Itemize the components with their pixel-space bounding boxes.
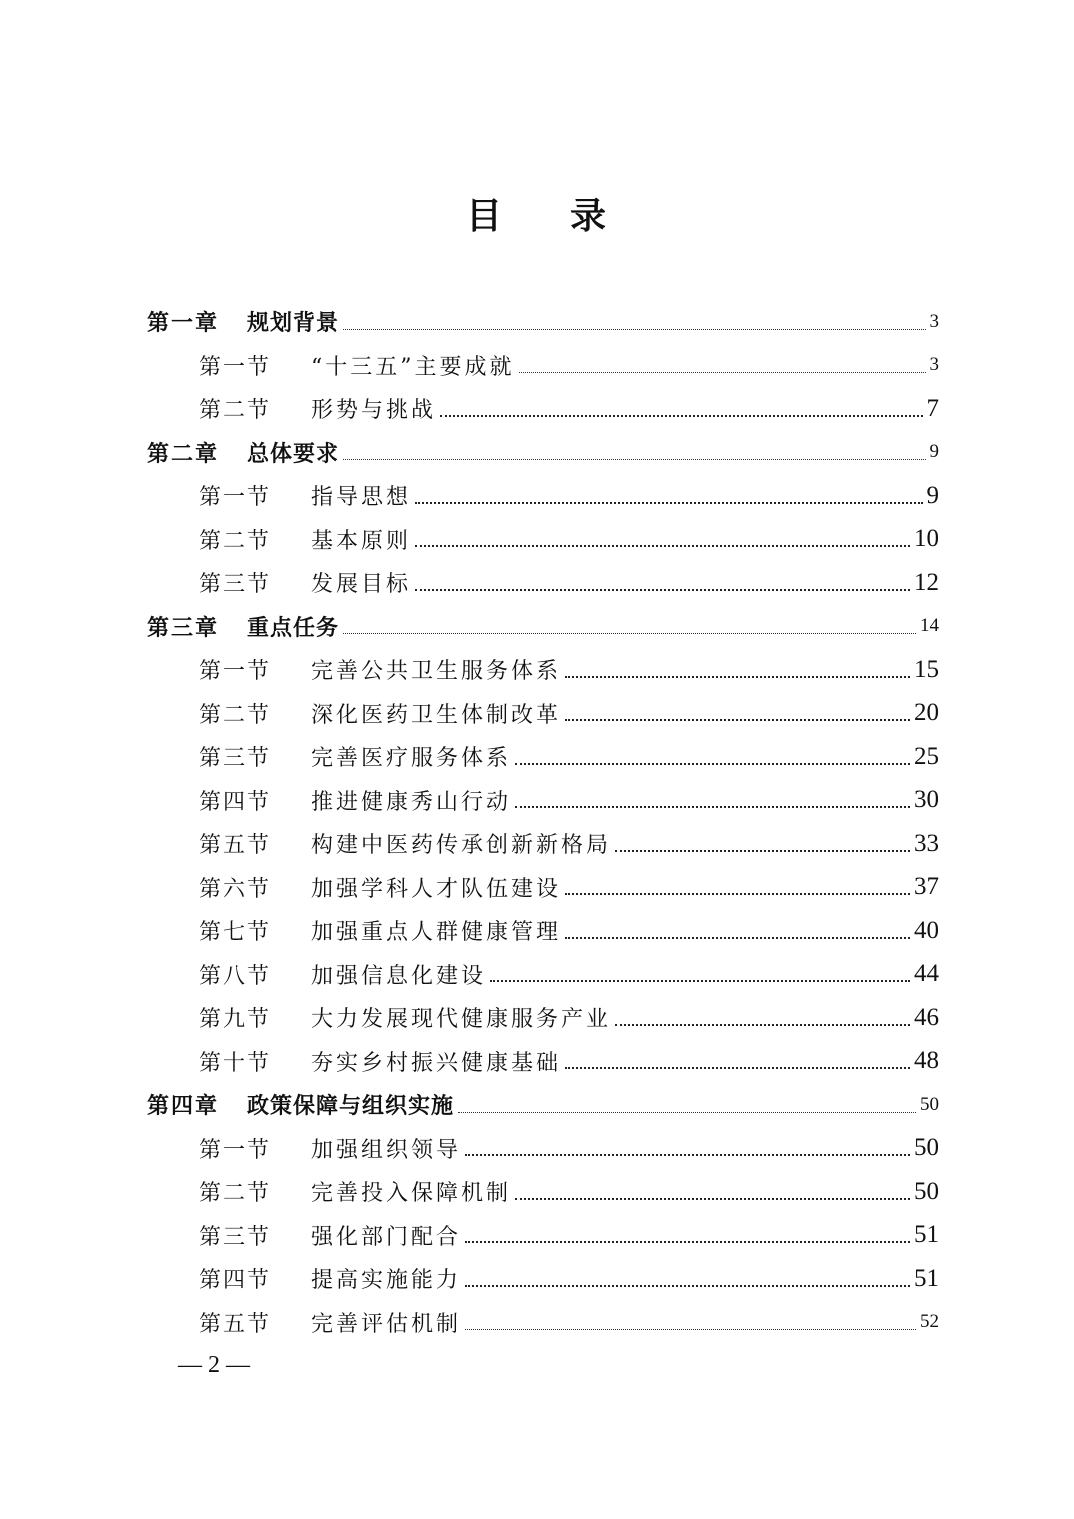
dot-leader <box>465 1231 910 1243</box>
toc-entry-page: 12 <box>914 568 939 596</box>
dot-leader <box>565 709 910 721</box>
toc-entry-page: 25 <box>914 742 939 770</box>
toc-section-entry[interactable] <box>147 518 939 562</box>
toc-entry-title: 大力发展现代健康服务产业 <box>311 1007 612 1033</box>
toc-entry-title: 深化医药卫生体制改革 <box>311 702 562 728</box>
dot-leader <box>515 1188 910 1200</box>
toc-entry-number: 第三节 <box>199 746 272 772</box>
toc-chapter-entry[interactable] <box>147 605 939 649</box>
toc-entry-number: 第二章 <box>147 441 220 467</box>
toc-entry-title: 总体要求 <box>247 441 340 467</box>
page-number: — 2 — <box>178 1352 250 1378</box>
toc-entry-number: 第四章 <box>147 1094 220 1120</box>
dot-leader <box>465 1144 910 1156</box>
toc-section-entry[interactable] <box>147 648 939 692</box>
toc-entry-title: 政策保障与组织实施 <box>247 1094 455 1120</box>
toc-entry-number: 第八节 <box>199 963 272 989</box>
toc-entry-number: 第一节 <box>199 659 272 685</box>
toc-entry-number: 第四节 <box>199 1268 272 1294</box>
toc-entry-page: 20 <box>914 699 939 727</box>
toc-entry-page: 3 <box>929 310 939 332</box>
toc-section-entry[interactable] <box>147 1127 939 1171</box>
toc-section-entry[interactable] <box>147 996 939 1040</box>
dot-leader <box>458 1102 916 1113</box>
toc-entry-number: 第二节 <box>199 702 272 728</box>
toc-entry-number: 第二节 <box>199 1181 272 1207</box>
toc-entry-page: 9 <box>929 441 939 463</box>
toc-section-entry[interactable] <box>147 344 939 388</box>
toc-entry-title: 形势与挑战 <box>311 398 437 424</box>
toc-section-entry[interactable] <box>147 953 939 997</box>
dot-leader <box>465 1319 916 1330</box>
dot-leader <box>565 666 910 678</box>
toc-entry-page: 14 <box>920 615 939 637</box>
toc-section-entry[interactable] <box>147 1301 939 1345</box>
toc-entry-page: 33 <box>914 829 939 857</box>
toc-section-entry[interactable] <box>147 692 939 736</box>
toc-section-entry[interactable] <box>147 909 939 953</box>
toc-entry-page: 10 <box>914 525 939 553</box>
dot-leader <box>343 623 916 634</box>
dot-leader <box>490 970 910 982</box>
toc-entry-page: 51 <box>914 1264 939 1292</box>
toc-section-entry[interactable] <box>147 387 939 431</box>
dot-leader <box>565 1057 910 1069</box>
toc-entry-number: 第五节 <box>199 1311 272 1337</box>
toc-chapter-entry[interactable] <box>147 300 939 344</box>
toc-entry-number: 第七节 <box>199 920 272 946</box>
title-char-1: 目 <box>465 195 504 237</box>
toc-entry-page: 50 <box>914 1177 939 1205</box>
dot-leader <box>415 492 922 504</box>
toc-entry-number: 第四节 <box>199 789 272 815</box>
table-of-contents <box>147 300 939 1344</box>
toc-entry-page: 37 <box>914 873 939 901</box>
toc-entry-page: 7 <box>926 394 939 422</box>
toc-entry-number: 第九节 <box>199 1007 272 1033</box>
dot-leader <box>415 579 910 591</box>
dot-leader <box>343 319 925 330</box>
dot-leader <box>440 405 922 417</box>
toc-entry-title: 加强信息化建设 <box>311 963 487 989</box>
toc-entry-number: 第一节 <box>199 485 272 511</box>
dot-leader <box>343 449 925 460</box>
toc-entry-title: 完善投入保障机制 <box>311 1181 512 1207</box>
toc-entry-number: 第一章 <box>147 311 220 337</box>
toc-entry-page: 15 <box>914 655 939 683</box>
toc-section-entry[interactable] <box>147 822 939 866</box>
dot-leader <box>615 1014 910 1026</box>
toc-entry-page: 46 <box>914 1003 939 1031</box>
toc-entry-page: 50 <box>920 1093 939 1115</box>
toc-entry-number: 第三节 <box>199 1224 272 1250</box>
toc-section-entry[interactable] <box>147 1170 939 1214</box>
toc-entry-number: 第五节 <box>199 833 272 859</box>
toc-entry-title: 推进健康秀山行动 <box>311 789 512 815</box>
dot-leader <box>615 840 910 852</box>
toc-entry-title: 加强组织领导 <box>311 1137 462 1163</box>
toc-entry-title: 加强重点人群健康管理 <box>311 920 562 946</box>
toc-entry-page: 44 <box>914 960 939 988</box>
toc-entry-number: 第三章 <box>147 615 220 641</box>
toc-section-entry[interactable] <box>147 1214 939 1258</box>
toc-section-entry[interactable] <box>147 474 939 518</box>
toc-entry-page: 9 <box>926 481 939 509</box>
toc-entry-page: 48 <box>914 1047 939 1075</box>
toc-entry-page: 30 <box>914 786 939 814</box>
dot-leader <box>465 1275 910 1287</box>
toc-section-entry[interactable] <box>147 735 939 779</box>
toc-chapter-entry[interactable] <box>147 1083 939 1127</box>
toc-entry-title: 规划背景 <box>247 311 340 337</box>
dot-leader <box>565 927 910 939</box>
toc-entry-page: 50 <box>914 1134 939 1162</box>
toc-entry-number: 第一节 <box>199 1137 272 1163</box>
toc-entry-title: 夯实乡村振兴健康基础 <box>311 1050 562 1076</box>
toc-entry-number: 第十节 <box>199 1050 272 1076</box>
toc-entry-title: 加强学科人才队伍建设 <box>311 876 562 902</box>
toc-section-entry[interactable] <box>147 561 939 605</box>
toc-entry-title: 完善评估机制 <box>311 1311 462 1337</box>
toc-entry-number: 第二节 <box>199 528 272 554</box>
toc-entry-title: 重点任务 <box>247 615 340 641</box>
toc-entry-title: 指导思想 <box>311 485 412 511</box>
toc-entry-title: 强化部门配合 <box>311 1224 462 1250</box>
toc-section-entry[interactable] <box>147 1257 939 1301</box>
dot-leader <box>515 796 910 808</box>
page-title <box>0 188 1074 239</box>
dot-leader <box>519 362 926 373</box>
toc-section-entry[interactable] <box>147 779 939 823</box>
dot-leader <box>515 753 910 765</box>
toc-section-entry[interactable] <box>147 866 939 910</box>
toc-entry-title: 基本原则 <box>311 528 412 554</box>
toc-entry-title: 构建中医药传承创新新格局 <box>311 833 612 859</box>
toc-entry-title: 完善公共卫生服务体系 <box>311 659 562 685</box>
toc-entry-number: 第六节 <box>199 876 272 902</box>
toc-entry-title: 完善医疗服务体系 <box>311 746 512 772</box>
title-char-2: 录 <box>570 195 609 237</box>
toc-entry-page: 3 <box>929 354 939 376</box>
dot-leader <box>415 535 910 547</box>
toc-entry-title: 发展目标 <box>311 572 412 598</box>
toc-entry-title: 提高实施能力 <box>311 1268 462 1294</box>
toc-entry-page: 51 <box>914 1221 939 1249</box>
toc-entry-number: 第三节 <box>199 572 272 598</box>
toc-entry-number: 第二节 <box>199 398 272 424</box>
toc-chapter-entry[interactable] <box>147 431 939 475</box>
toc-section-entry[interactable] <box>147 1040 939 1084</box>
toc-entry-title: “十三五”主要成就 <box>311 354 515 380</box>
toc-entry-page: 40 <box>914 916 939 944</box>
toc-entry-page: 52 <box>920 1311 939 1333</box>
toc-entry-number: 第一节 <box>199 354 272 380</box>
dot-leader <box>565 883 910 895</box>
